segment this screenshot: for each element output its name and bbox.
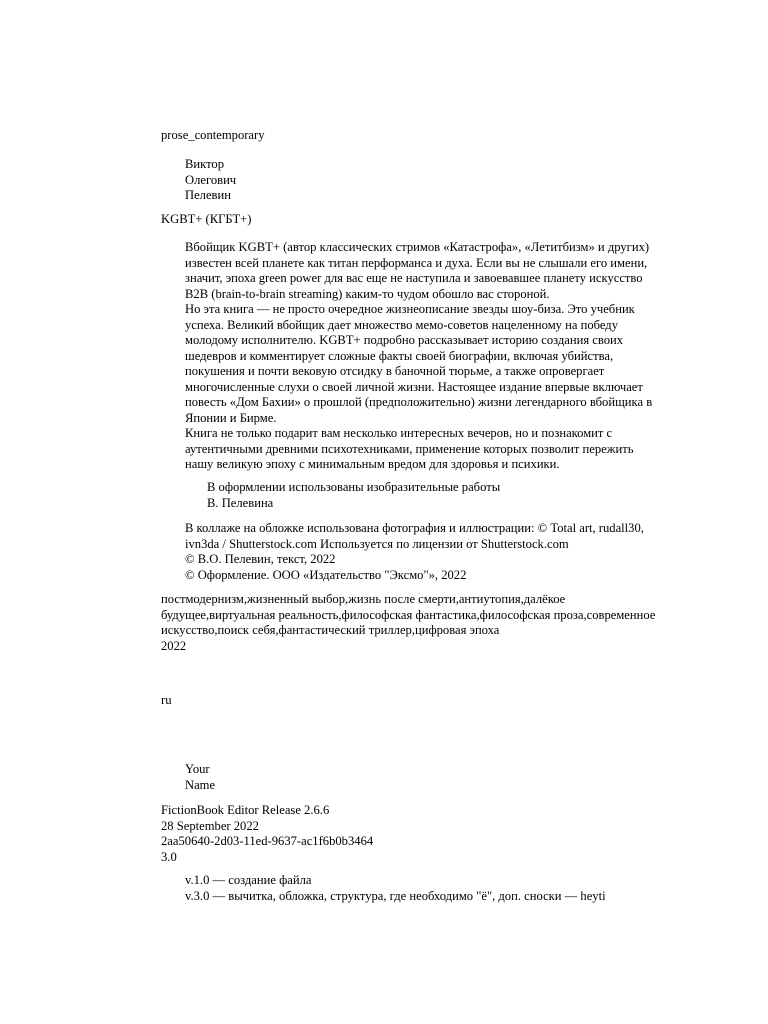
credits-line: © Оформление. ООО «Издательство "Эксмо"», 2022 <box>185 567 467 582</box>
annotation-line: покушения и почти вековую отсидку в баночной тюрьме, а также опровергает <box>185 364 605 378</box>
publication-year: 2022 <box>161 638 187 653</box>
design-note-line: В оформлении использованы изобразительные работы <box>207 480 501 494</box>
keywords-line: искусство,поиск себя,фантастический триллер,цифровая эпоха <box>161 623 500 637</box>
history-line: v.3.0 — вычитка, обложка, структура, где необходимо "ё", доп. сноски — heyti <box>185 888 606 903</box>
annotation-line: значит, эпоха green power для вас еще не наступила и завоевавшее планету искусство <box>185 271 643 285</box>
language <box>161 693 172 709</box>
author-first-name: Виктор <box>185 157 225 171</box>
annotation-line: Японии и Бирме. <box>185 410 277 425</box>
credits-line: В коллаже на обложке использована фотография и иллюстрации: © Total art, rudall30, <box>185 521 644 535</box>
annotation-line: успеха. Великий вбойщик дает множество мемо-советов нацеленному на победу <box>185 317 618 332</box>
document-author-last: Name <box>185 777 216 792</box>
genre-label <box>161 128 265 144</box>
document-history <box>185 873 606 904</box>
annotation-line: нашу великую эпоху с минимальным вредом для здоровья и психики. <box>185 457 560 471</box>
keywords-line: постмодернизм,жизненный выбор,жизнь после смерти,антиутопия,далёкое <box>161 592 566 606</box>
annotation-line: известен всей планете как титан перформанса и духа. Если вы не слышали его имени, <box>185 255 648 270</box>
credits-line: ivn3da / Shutterstock.com Используется по лицензии от Shutterstock.com <box>185 536 569 551</box>
annotation-line: аутентичными древними психотехниками, применение которых позволит пережить <box>185 441 634 456</box>
annotation-line: Вбойщик KGBT+ (автор классических стримов «Катастрофа», «Летитбизм» и других) <box>185 240 650 254</box>
document-version: 3.0 <box>161 849 177 864</box>
annotation-line: Книга не только подарит вам несколько интересных вечеров, но и познакомит с <box>185 426 613 440</box>
design-note-line: В. Пелевина <box>207 495 274 510</box>
annotation-line: многочисленные слухи о своей личной жизни. Настоящее издание впервые включает <box>185 379 643 394</box>
author-middle-name: Олегович <box>185 172 237 187</box>
annotation-line: шедевров и комментирует сложные факты своей биографии, включая убийства, <box>185 348 614 363</box>
copyright-credits <box>185 521 644 583</box>
author-last-name: Пелевин <box>185 188 231 202</box>
keywords-line: будущее,виртуальная реальность,философская фантастика,философская проза,современное <box>161 607 656 622</box>
language-text: ru <box>161 693 172 707</box>
annotation-line: повесть «Дом Бахии» о прошлой (предположительно) жизни легендарного вбойщика в <box>185 395 653 409</box>
document-id: 2aa50640-2d03-11ed-9637-ac1f6b0b3464 <box>161 834 374 848</box>
program-used: FictionBook Editor Release 2.6.6 <box>161 803 330 817</box>
annotation-line: Но эта книга — не просто очередное жизнеописание звезды шоу-биза. Это учебник <box>185 302 635 316</box>
book-title-text: KGBT+ (КГБТ+) <box>161 212 252 226</box>
history-line: v.1.0 — создание файла <box>185 873 312 887</box>
genre-text: prose_contemporary <box>161 128 265 142</box>
annotation-line: B2B (brain-to-brain streaming) каким-то чудом обошло вас стороной. <box>185 286 550 301</box>
annotation <box>185 240 685 473</box>
credits-line: © В.О. Пелевин, текст, 2022 <box>185 552 336 566</box>
keywords <box>161 592 655 654</box>
document-author-first: Your <box>185 762 210 776</box>
book-title <box>161 212 251 228</box>
document-date: 28 September 2022 <box>161 818 259 833</box>
author-block <box>185 157 236 204</box>
design-note <box>207 480 500 511</box>
document-author <box>185 762 215 793</box>
document-info <box>161 803 373 865</box>
annotation-line: молодому исполнителю. KGBT+ подробно рассказывает историю создания своих <box>185 333 624 347</box>
